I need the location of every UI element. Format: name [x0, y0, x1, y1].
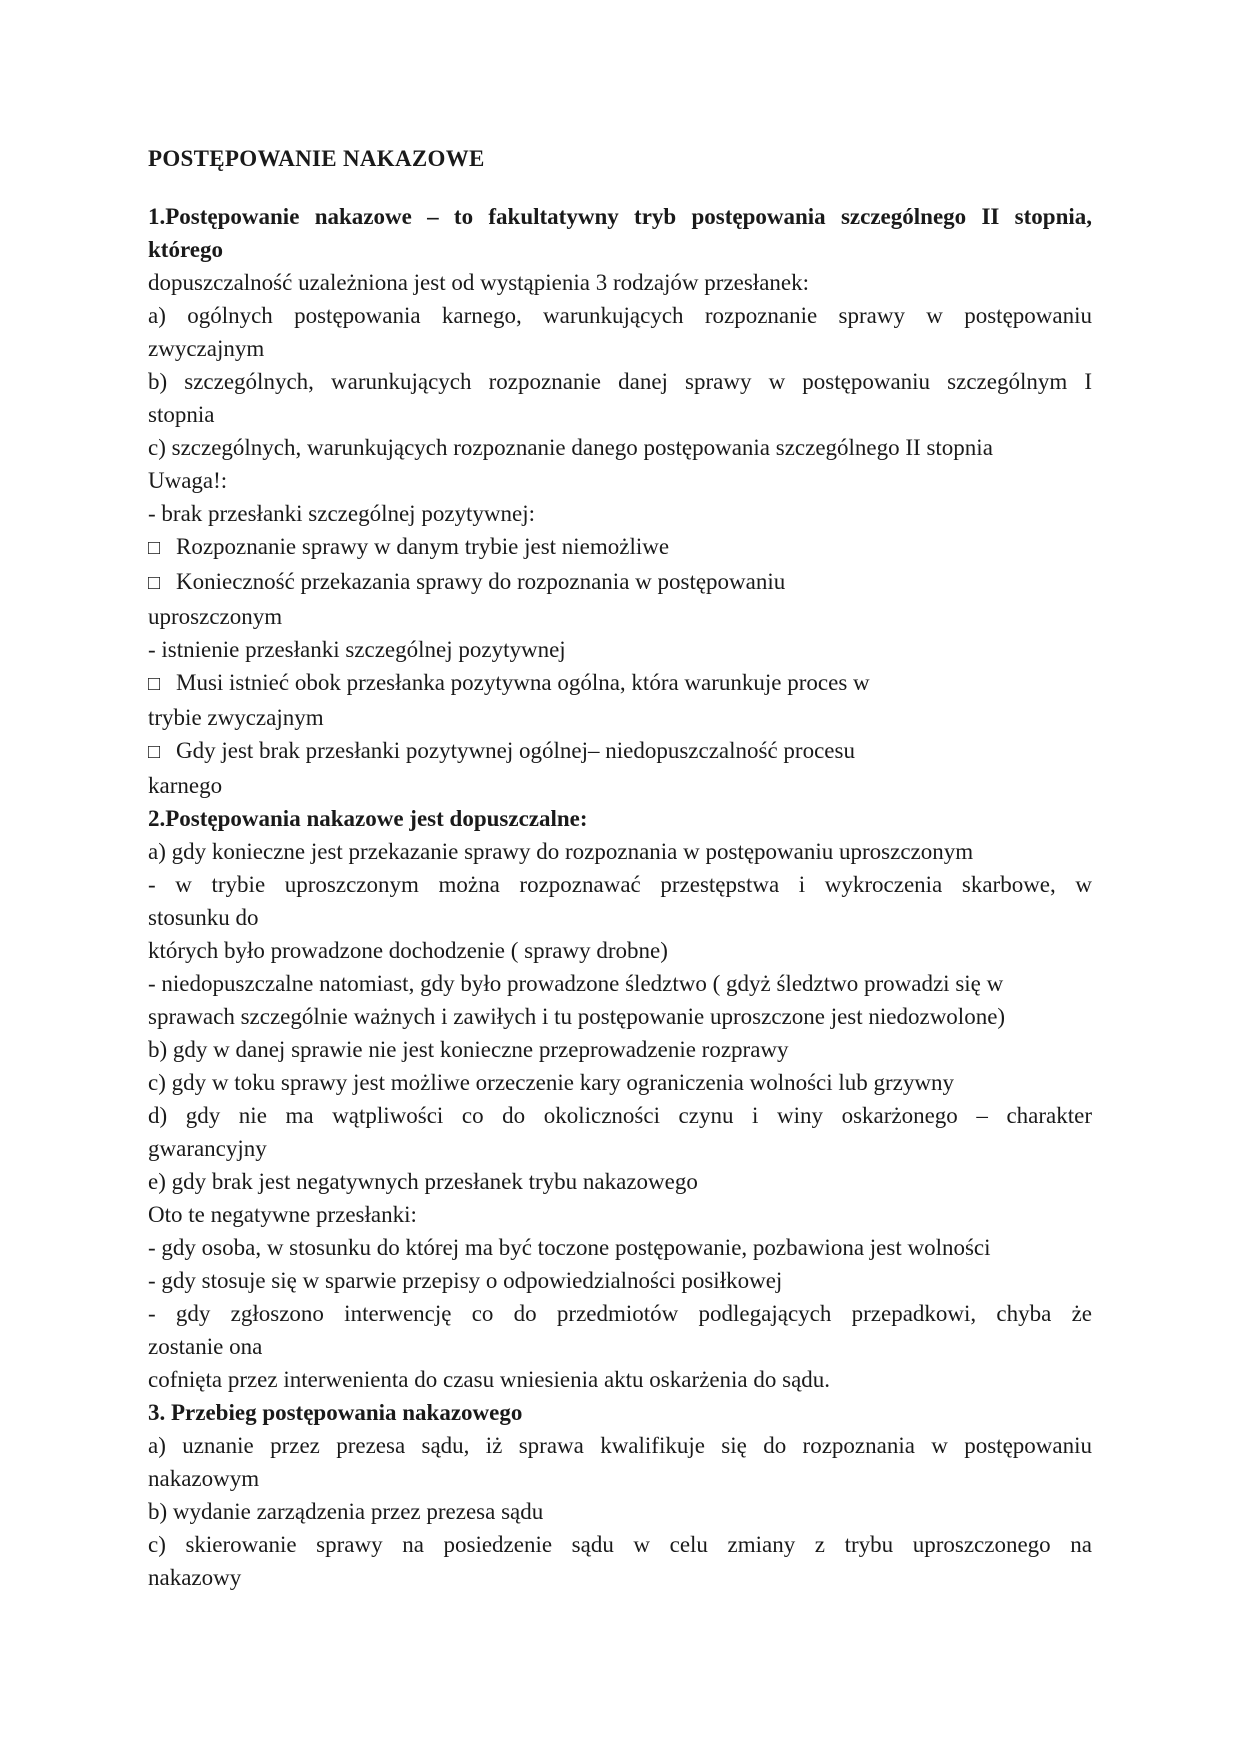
bullet-line: □ Konieczność przekazania sprawy do rozpoznania w postępowaniu — [148, 565, 1092, 600]
bullet-line: □ Rozpoznanie sprawy w danym trybie jest niemożliwe — [148, 530, 1092, 565]
text-line: - gdy osoba, w stosunku do której ma być toczone postępowanie, pozbawiona jest wolności — [148, 1235, 991, 1260]
document-body — [148, 200, 1092, 1594]
text-line: stopnia — [148, 402, 215, 427]
text-line: d) gdy nie ma wątpliwości co do okoliczności czynu i winy oskarżonego – charakter — [148, 1103, 1092, 1128]
text-line: c) skierowanie sprawy na posiedzenie sądu w celu zmiany z trybu uproszczonego na — [148, 1532, 1092, 1557]
text-line: a) gdy konieczne jest przekazanie sprawy do rozpoznania w postępowaniu uproszczonym — [148, 839, 974, 864]
text-line: Uwaga!: — [148, 468, 228, 493]
text-line: zwyczajnym — [148, 336, 265, 361]
section-heading-line: którego — [148, 237, 223, 262]
text-line: których było prowadzone dochodzenie ( sprawy drobne) — [148, 938, 668, 963]
text-line: - gdy zgłoszono interwencję co do przedmiotów podlegających przepadkowi, chyba że — [148, 1301, 1092, 1326]
text-line: Oto te negatywne przesłanki: — [148, 1202, 417, 1227]
text-line: dopuszczalność uzależniona jest od wystąpienia 3 rodzajów przesłanek: — [148, 270, 810, 295]
text-line: - niedopuszczalne natomiast, gdy było prowadzone śledztwo ( gdyż śledztwo prowadzi się w — [148, 971, 1004, 996]
text-line: trybie zwyczajnym — [148, 705, 324, 730]
bullet-line: □ Musi istnieć obok przesłanka pozytywna ogólna, która warunkuje proces w — [148, 666, 1092, 701]
bullet-line: □ Gdy jest brak przesłanki pozytywnej ogólnej– niedopuszczalność procesu — [148, 734, 1092, 769]
text-line: c) gdy w toku sprawy jest możliwe orzeczenie kary ograniczenia wolności lub grzywny — [148, 1070, 954, 1095]
text-line: karnego — [148, 773, 223, 798]
section-heading-line: 1.Postępowanie nakazowe – to fakultatywny tryb postępowania szczególnego II stopnia, — [148, 204, 1092, 229]
text-line: stosunku do — [148, 905, 259, 930]
text-line: zostanie ona — [148, 1334, 263, 1359]
text-line: b) gdy w danej sprawie nie jest konieczne przeprowadzenie rozprawy — [148, 1037, 789, 1062]
text-line: c) szczególnych, warunkujących rozpoznanie danego postępowania szczególnego II stopnia — [148, 435, 993, 460]
section-heading-line: 2.Postępowania nakazowe jest dopuszczalne: — [148, 806, 588, 831]
text-line: uproszczonym — [148, 604, 283, 629]
text-line: - brak przesłanki szczególnej pozytywnej: — [148, 501, 536, 526]
text-line: - istnienie przesłanki szczególnej pozytywnej — [148, 637, 566, 662]
page-title: POSTĘPOWANIE NAKAZOWE — [148, 146, 485, 171]
text-line: - gdy stosuje się w sparwie przepisy o odpowiedzialności posiłkowej — [148, 1268, 783, 1293]
text-line: nakazowym — [148, 1466, 260, 1491]
text-line: gwarancyjny — [148, 1136, 267, 1161]
text-line: cofnięta przez interwenienta do czasu wniesienia aktu oskarżenia do sądu. — [148, 1367, 831, 1392]
text-line: e) gdy brak jest negatywnych przesłanek trybu nakazowego — [148, 1169, 698, 1194]
text-line: a) ogólnych postępowania karnego, warunkujących rozpoznanie sprawy w postępowaniu — [148, 303, 1092, 328]
text-line: b) szczególnych, warunkujących rozpoznanie danej sprawy w postępowaniu szczególnym I — [148, 369, 1092, 394]
text-line: a) uznanie przez prezesa sądu, iż sprawa kwalifikuje się do rozpoznania w postępowaniu — [148, 1433, 1092, 1458]
text-line: nakazowy — [148, 1565, 242, 1590]
text-line: b) wydanie zarządzenia przez prezesa sądu — [148, 1499, 544, 1524]
text-line: sprawach szczególnie ważnych i zawiłych i tu postępowanie uproszczone jest niedozwolone) — [148, 1004, 1006, 1029]
section-heading-line: 3. Przebieg postępowania nakazowego — [148, 1400, 523, 1425]
text-line: - w trybie uproszczonym można rozpoznawać przestępstwa i wykroczenia skarbowe, w — [148, 872, 1092, 897]
